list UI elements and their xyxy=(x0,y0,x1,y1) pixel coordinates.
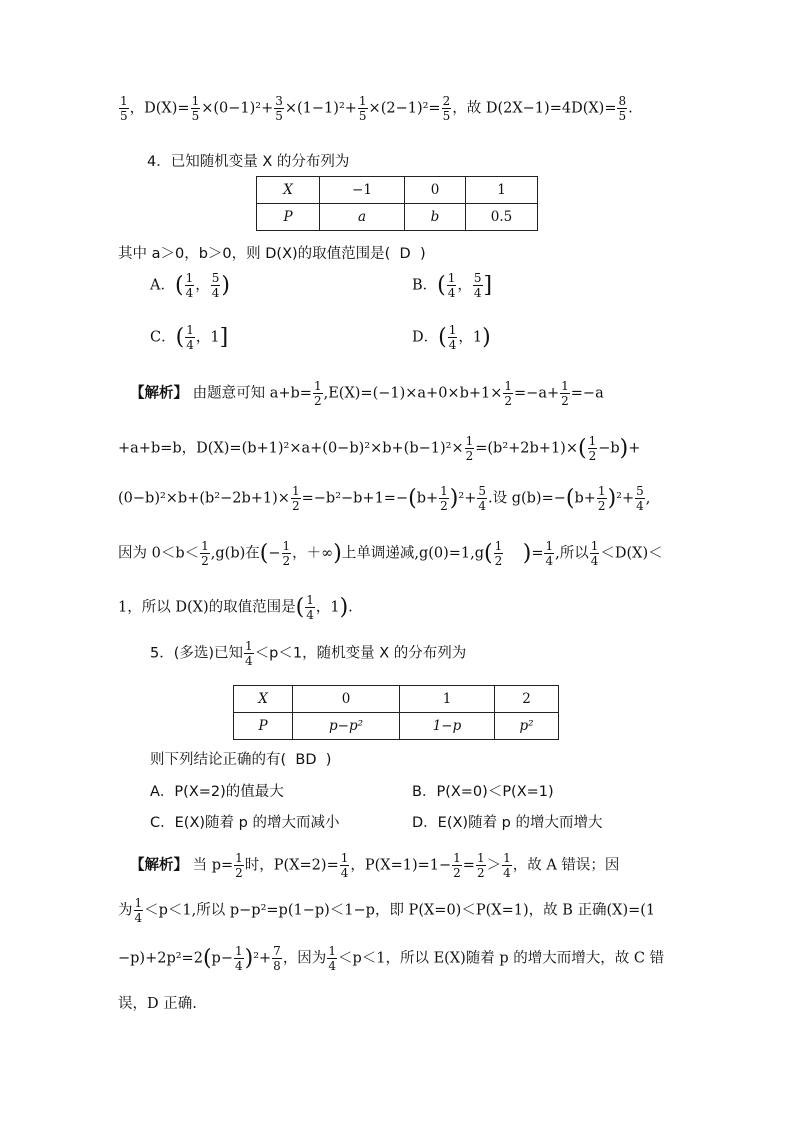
text: =−b²−b+1=− xyxy=(301,490,409,507)
text: . xyxy=(628,100,633,117)
fraction: $\frac{3}{5}$ xyxy=(275,94,283,123)
text: −b xyxy=(598,440,620,457)
text: 由题意可知 a+b= xyxy=(192,385,312,402)
table-cell: 0 xyxy=(293,686,400,713)
q5-title xyxy=(150,640,794,667)
text: ＜p＜1,所以 p−p²=p(1−p)＜1−p，即 P(X=0)＜P(X=1)，故 B 正确(X)=(1 xyxy=(144,902,656,919)
text: .设 g(b)=− xyxy=(487,490,566,507)
q4-option-b[interactable] xyxy=(412,272,794,299)
text: (0−b)²×b+(b²−2b+1)× xyxy=(118,490,290,507)
text: ， xyxy=(457,277,472,294)
text: ,E(X)=(−1)×a+0×b+1× xyxy=(323,385,503,402)
text: ＜D(X)＜ xyxy=(600,545,663,562)
bracket: ) xyxy=(244,946,254,971)
text: ，因为 xyxy=(282,950,327,967)
q5-solution-line-1 xyxy=(130,852,794,879)
fraction: $\frac{1}{2}$ xyxy=(588,434,597,463)
answer: D xyxy=(399,246,411,262)
solution-tag: 【解析】 xyxy=(130,857,188,874)
bracket: ( xyxy=(438,325,447,350)
bracket: ( xyxy=(295,595,305,620)
fraction: $\frac{1}{4}$ xyxy=(185,271,194,300)
text: 5．(多选)已知 xyxy=(150,645,244,662)
table-cell: 1 xyxy=(400,686,495,713)
fraction: $\frac{7}{8}$ xyxy=(273,944,281,973)
text: ，D(X)= xyxy=(129,100,190,117)
text: +a+b=b，D(X)=(b+1)²×a+(0−b)²×b+(b−1)²× xyxy=(118,440,464,457)
text: ＜p＜1，随机变量 X 的分布列为 xyxy=(254,645,467,662)
text: 1，所以 D(X)的取值范围是 xyxy=(118,599,296,616)
q4-solution-line-4 xyxy=(118,540,794,567)
option-label: B． xyxy=(412,277,438,294)
fraction: $\frac{5}{4}$ xyxy=(636,484,644,513)
fraction: $\frac{8}{5}$ xyxy=(618,94,627,123)
solution-tag: 【解析】 xyxy=(130,385,188,402)
text: ×(0−1)²+ xyxy=(201,100,274,117)
text: 则下列结论正确的有( xyxy=(150,752,287,768)
bracket: ) xyxy=(482,325,491,350)
q5-condition xyxy=(150,748,794,769)
text: ²+ xyxy=(458,490,477,507)
q5-option-a[interactable]: A．P(X=2)的值最大 xyxy=(150,784,284,800)
text: ＞ xyxy=(486,857,502,874)
option-label: D． xyxy=(412,329,439,346)
q4-solution-line-1 xyxy=(130,380,794,407)
bracket: ( xyxy=(437,273,446,298)
fraction: $\frac{1}{2}$ xyxy=(313,379,322,408)
fraction: $\frac{1}{2}$ xyxy=(440,484,448,513)
bracket: ) xyxy=(619,436,629,461)
text: ，P(X=1)=1− xyxy=(350,857,452,874)
text: ×(1−1)²+ xyxy=(284,100,357,117)
q4-solution-line-3 xyxy=(118,485,794,512)
bracket: ) xyxy=(221,273,230,298)
bracket: ] xyxy=(483,273,493,298)
text: , xyxy=(645,490,651,507)
fraction: $\frac{1}{5}$ xyxy=(120,94,128,123)
fraction: $\frac{1}{2}$ xyxy=(476,851,485,880)
text: 1 xyxy=(210,329,220,346)
fraction: $\frac{1}{2}$ xyxy=(597,484,606,513)
table-row xyxy=(257,177,538,204)
table-row xyxy=(234,713,559,740)
text: ， xyxy=(458,329,473,346)
q5-solution-line-2 xyxy=(118,897,794,924)
q4-solution-line-5 xyxy=(118,594,794,621)
fraction: $\frac{1}{5}$ xyxy=(191,94,200,123)
fraction: $\frac{1}{4}$ xyxy=(590,539,599,568)
fraction: $\frac{1}{4}$ xyxy=(503,851,511,880)
top-line xyxy=(118,95,794,122)
fraction: $\frac{5}{4}$ xyxy=(478,484,486,513)
table-cell: X xyxy=(257,177,320,204)
bracket: ) xyxy=(333,541,342,566)
text: ，故 D(2X−1)=4D(X)= xyxy=(452,100,617,117)
table-cell: −1 xyxy=(320,177,405,204)
text: − xyxy=(268,545,281,562)
table-cell: p−p² xyxy=(293,713,400,740)
q5-solution-line-4: 误，D 正确. xyxy=(118,996,197,1012)
table-cell: 2 xyxy=(495,686,559,713)
text: = xyxy=(531,545,544,562)
table-cell: P xyxy=(234,713,293,740)
bracket: ) xyxy=(607,486,617,511)
text: 其中 a＞0，b＞0，则 D(X)的取值范围是( xyxy=(118,246,391,262)
text: ，故 A 错误；因 xyxy=(512,857,620,874)
fraction: $\frac{1}{2}$ xyxy=(453,851,461,880)
q4-solution-line-2 xyxy=(118,435,794,462)
q4-distribution-table xyxy=(256,176,538,231)
text: b+ xyxy=(416,490,439,507)
bracket: ( xyxy=(259,541,269,566)
text: 时，P(X=2)= xyxy=(244,857,339,874)
fraction: $\frac{5}{4}$ xyxy=(211,271,220,300)
bracket: ( xyxy=(175,325,185,350)
bracket: ( xyxy=(408,486,417,511)
text: ， xyxy=(195,277,210,294)
fraction: $\frac{1}{4}$ xyxy=(134,896,143,925)
q5-option-c[interactable]: C．E(X)随着 p 的增大而减小 xyxy=(150,815,340,831)
table-cell: 1−p xyxy=(400,713,495,740)
text: = xyxy=(462,857,475,874)
text: . xyxy=(348,599,353,616)
text: ×(2−1)²= xyxy=(368,100,441,117)
fraction: $\frac{1}{2}$ xyxy=(494,539,503,568)
text: ) xyxy=(419,246,426,262)
bracket: ( xyxy=(202,946,212,971)
text: ²+ xyxy=(616,490,635,507)
bracket: ) xyxy=(339,595,349,620)
fraction: $\frac{1}{4}$ xyxy=(234,944,243,973)
bracket: ) xyxy=(522,541,532,566)
text: 当 p= xyxy=(192,857,234,874)
text: ,g(b)在 xyxy=(210,545,260,562)
fraction: $\frac{1}{4}$ xyxy=(328,944,336,973)
text: ，1 xyxy=(315,599,340,616)
table-cell: 0.5 xyxy=(466,204,538,231)
table-cell: b xyxy=(405,204,466,231)
table-cell: 0 xyxy=(405,177,466,204)
text: 为 xyxy=(118,902,133,919)
bracket: ( xyxy=(565,486,575,511)
text: ， xyxy=(195,329,211,346)
table-cell: a xyxy=(320,204,405,231)
table-cell: 1 xyxy=(466,177,538,204)
fraction: $\frac{1}{4}$ xyxy=(306,593,314,622)
text: ²+ xyxy=(253,950,272,967)
bracket: ) xyxy=(449,486,459,511)
q4-title: 4．已知随机变量 X 的分布列为 xyxy=(147,154,350,170)
text: ) xyxy=(325,752,332,768)
text: b+ xyxy=(574,490,596,507)
table-row xyxy=(257,204,538,231)
fraction: $\frac{5}{4}$ xyxy=(473,271,482,300)
text: =−a+ xyxy=(514,385,560,402)
q5-solution-line-3 xyxy=(118,945,794,972)
table-cell: P xyxy=(257,204,320,231)
option-label: C． xyxy=(150,329,176,346)
text: p− xyxy=(211,950,233,967)
q5-option-d[interactable]: D．E(X)随着 p 的增大而增大 xyxy=(412,815,603,831)
table-cell: p² xyxy=(495,713,559,740)
fraction: $\frac{2}{5}$ xyxy=(442,94,451,123)
option-label: A． xyxy=(150,277,175,294)
fraction: $\frac{1}{2}$ xyxy=(504,379,513,408)
fraction: $\frac{1}{4}$ xyxy=(447,271,456,300)
text: ＜p＜1，所以 E(X)随着 p 的增大而增大，故 C 错 xyxy=(337,950,665,967)
fraction: $\frac{1}{2}$ xyxy=(561,379,569,408)
fraction: $\frac{1}{2}$ xyxy=(291,484,300,513)
bracket: ] xyxy=(219,325,229,350)
fraction: $\frac{1}{2}$ xyxy=(465,434,474,463)
fraction: $\frac{1}{5}$ xyxy=(358,94,367,123)
table-row xyxy=(234,686,559,713)
fraction: $\frac{1}{4}$ xyxy=(448,323,457,352)
fraction: $\frac{1}{2}$ xyxy=(201,539,209,568)
text: =(b²+2b+1)× xyxy=(475,440,578,457)
fraction: $\frac{1}{4}$ xyxy=(245,639,253,668)
q4-condition xyxy=(118,242,794,263)
bracket: ( xyxy=(484,541,493,566)
fraction: $\frac{1}{4}$ xyxy=(340,851,349,880)
answer: BD xyxy=(295,752,317,768)
text: 因为 0＜b＜ xyxy=(118,545,200,562)
q5-distribution-table xyxy=(233,685,559,740)
text: =−a xyxy=(570,385,604,402)
fraction: $\frac{1}{2}$ xyxy=(282,539,291,568)
fraction: $\frac{1}{4}$ xyxy=(186,323,194,352)
text: ，＋∞ xyxy=(292,545,334,562)
text: 1 xyxy=(472,329,483,346)
fraction: $\frac{1}{4}$ xyxy=(545,539,554,568)
q4-option-d[interactable] xyxy=(412,324,794,351)
fraction: $\frac{1}{2}$ xyxy=(235,851,243,880)
text: −p)+2p²=2 xyxy=(118,950,203,967)
text: 上单调递减,g(0)=1,g xyxy=(341,545,485,562)
bracket: ( xyxy=(174,273,184,298)
q5-option-b[interactable]: B．P(X=0)＜P(X=1) xyxy=(412,784,554,800)
table-cell: X xyxy=(234,686,293,713)
bracket: ( xyxy=(577,436,587,461)
text: + xyxy=(628,440,641,457)
text: ,所以 xyxy=(555,545,589,562)
